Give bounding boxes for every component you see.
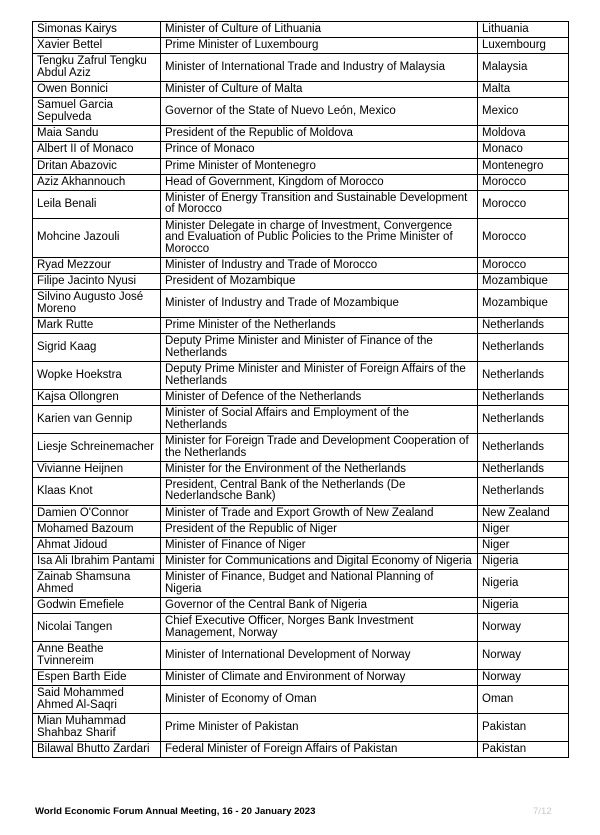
participant-title: Minister of Economy of Oman [161,686,478,714]
participant-name: Godwin Emefiele [33,598,161,614]
participant-title: Minister of Energy Transition and Sustainable Development of Morocco [161,190,478,218]
table-row [33,218,569,257]
participant-name: Mian Muhammad Shahbaz Sharif [33,713,161,741]
participant-name: Vivianne Heijnen [33,461,161,477]
table-row [33,290,569,318]
table-row [33,554,569,570]
participant-country: Nigeria [478,554,569,570]
participant-name: Ahmat Jidoud [33,538,161,554]
footer-event-title: World Economic Forum Annual Meeting, 16 - 20 January 2023 [35,806,316,817]
participant-country: Morocco [478,258,569,274]
participant-title: Deputy Prime Minister and Minister of Finance of the Netherlands [161,334,478,362]
participant-country: Lithuania [478,22,569,38]
table-row [33,686,569,714]
table-row [33,713,569,741]
table-row [33,126,569,142]
participant-country: Pakistan [478,713,569,741]
table-row [33,598,569,614]
participant-country: Moldova [478,126,569,142]
participant-name: Said Mohammed Ahmed Al-Saqri [33,686,161,714]
participant-name: Karien van Gennip [33,406,161,434]
participant-country: Monaco [478,142,569,158]
participant-name: Liesje Schreinemacher [33,433,161,461]
participant-country: Morocco [478,218,569,257]
participant-name: Ryad Mezzour [33,258,161,274]
participant-country: Netherlands [478,461,569,477]
participant-title: Deputy Prime Minister and Minister of Foreign Affairs of the Netherlands [161,362,478,390]
table-row [33,334,569,362]
participant-title: Minister for the Environment of the Netherlands [161,461,478,477]
page-number: 7/12 [533,806,552,817]
participant-title: Prince of Monaco [161,142,478,158]
participant-country: Netherlands [478,406,569,434]
participant-title: Minister of International Trade and Industry of Malaysia [161,54,478,82]
participant-name: Filipe Jacinto Nyusi [33,274,161,290]
participant-title: Minister of Climate and Environment of Norway [161,669,478,685]
table-row [33,406,569,434]
participant-name: Zainab Shamsuna Ahmed [33,570,161,598]
participant-country: Nigeria [478,570,569,598]
participant-country: Mozambique [478,290,569,318]
participant-title: Minister of Finance, Budget and National Planning of Nigeria [161,570,478,598]
participant-name: Mark Rutte [33,318,161,334]
participant-country: Montenegro [478,158,569,174]
participant-country: Pakistan [478,741,569,757]
participant-name: Samuel Garcia Sepulveda [33,98,161,126]
table-row [33,669,569,685]
participant-title: Minister of Trade and Export Growth of New Zealand [161,505,478,521]
participant-country: Niger [478,538,569,554]
participants-table [32,21,569,758]
participant-country: Mozambique [478,274,569,290]
participant-title: Minister Delegate in charge of Investment, Convergence and Evaluation of Public Policies to the Prime Minister of Morocco [161,218,478,257]
table-row [33,461,569,477]
participant-country: Netherlands [478,433,569,461]
participant-country: Oman [478,686,569,714]
participant-title: Minister of Industry and Trade of Morocco [161,258,478,274]
participant-name: Bilawal Bhutto Zardari [33,741,161,757]
participant-title: Prime Minister of Luxembourg [161,38,478,54]
participant-title: Governor of the Central Bank of Nigeria [161,598,478,614]
participant-name: Wopke Hoekstra [33,362,161,390]
table-row [33,614,569,642]
table-row [33,274,569,290]
participant-title: Minister for Communications and Digital Economy of Nigeria [161,554,478,570]
participant-country: Malta [478,82,569,98]
participant-title: Minister of Defence of the Netherlands [161,389,478,405]
participant-name: Mohcine Jazouli [33,218,161,257]
participant-title: President of the Republic of Moldova [161,126,478,142]
participant-title: Minister of Finance of Niger [161,538,478,554]
table-row [33,318,569,334]
participant-country: Norway [478,642,569,670]
participant-country: Norway [478,669,569,685]
participants-table-body [33,22,569,758]
participant-country: Netherlands [478,318,569,334]
participant-name: Mohamed Bazoum [33,521,161,537]
table-row [33,433,569,461]
table-row [33,98,569,126]
participant-title: President of the Republic of Niger [161,521,478,537]
participant-title: Minister of Culture of Malta [161,82,478,98]
participant-title: Federal Minister of Foreign Affairs of Pakistan [161,741,478,757]
table-row [33,22,569,38]
table-row [33,741,569,757]
table-row [33,54,569,82]
table-row [33,642,569,670]
participant-title: Minister of Social Affairs and Employment of the Netherlands [161,406,478,434]
participant-title: Minister of Culture of Lithuania [161,22,478,38]
participant-name: Kajsa Ollongren [33,389,161,405]
participant-country: Mexico [478,98,569,126]
participant-country: Netherlands [478,389,569,405]
participant-name: Tengku Zafrul Tengku Abdul Aziz [33,54,161,82]
participant-name: Damien O'Connor [33,505,161,521]
participant-country: Malaysia [478,54,569,82]
participant-country: Netherlands [478,477,569,505]
participant-name: Albert II of Monaco [33,142,161,158]
table-row [33,570,569,598]
participant-country: Nigeria [478,598,569,614]
participant-country: Morocco [478,190,569,218]
participant-name: Owen Bonnici [33,82,161,98]
table-row [33,190,569,218]
table-row [33,82,569,98]
table-row [33,158,569,174]
participant-title: Minister of International Development of Norway [161,642,478,670]
participant-name: Dritan Abazovic [33,158,161,174]
participant-country: Luxembourg [478,38,569,54]
participant-name: Nicolai Tangen [33,614,161,642]
participant-title: Minister for Foreign Trade and Development Cooperation of the Netherlands [161,433,478,461]
participant-title: Chief Executive Officer, Norges Bank Investment Management, Norway [161,614,478,642]
participant-title: President, Central Bank of the Netherlands (De Nederlandsche Bank) [161,477,478,505]
table-row [33,477,569,505]
participant-title: Head of Government, Kingdom of Morocco [161,174,478,190]
participant-country: Niger [478,521,569,537]
participant-country: Norway [478,614,569,642]
participant-name: Simonas Kairys [33,22,161,38]
table-row [33,521,569,537]
participant-name: Leila Benali [33,190,161,218]
participant-country: New Zealand [478,505,569,521]
table-row [33,258,569,274]
table-row [33,389,569,405]
participant-name: Isa Ali Ibrahim Pantami [33,554,161,570]
table-row [33,38,569,54]
participant-title: Prime Minister of the Netherlands [161,318,478,334]
participant-title: President of Mozambique [161,274,478,290]
participant-country: Netherlands [478,362,569,390]
participant-country: Morocco [478,174,569,190]
table-row [33,174,569,190]
participant-name: Anne Beathe Tvinnereim [33,642,161,670]
participant-title: Minister of Industry and Trade of Mozambique [161,290,478,318]
table-row [33,538,569,554]
participant-name: Silvino Augusto José Moreno [33,290,161,318]
participant-country: Netherlands [478,334,569,362]
participant-name: Xavier Bettel [33,38,161,54]
participant-name: Sigrid Kaag [33,334,161,362]
participant-name: Aziz Akhannouch [33,174,161,190]
participant-name: Maia Sandu [33,126,161,142]
participant-title: Prime Minister of Montenegro [161,158,478,174]
participant-name: Espen Barth Eide [33,669,161,685]
table-row [33,505,569,521]
table-row [33,362,569,390]
table-row [33,142,569,158]
participant-name: Klaas Knot [33,477,161,505]
participant-title: Prime Minister of Pakistan [161,713,478,741]
participant-title: Governor of the State of Nuevo León, Mexico [161,98,478,126]
